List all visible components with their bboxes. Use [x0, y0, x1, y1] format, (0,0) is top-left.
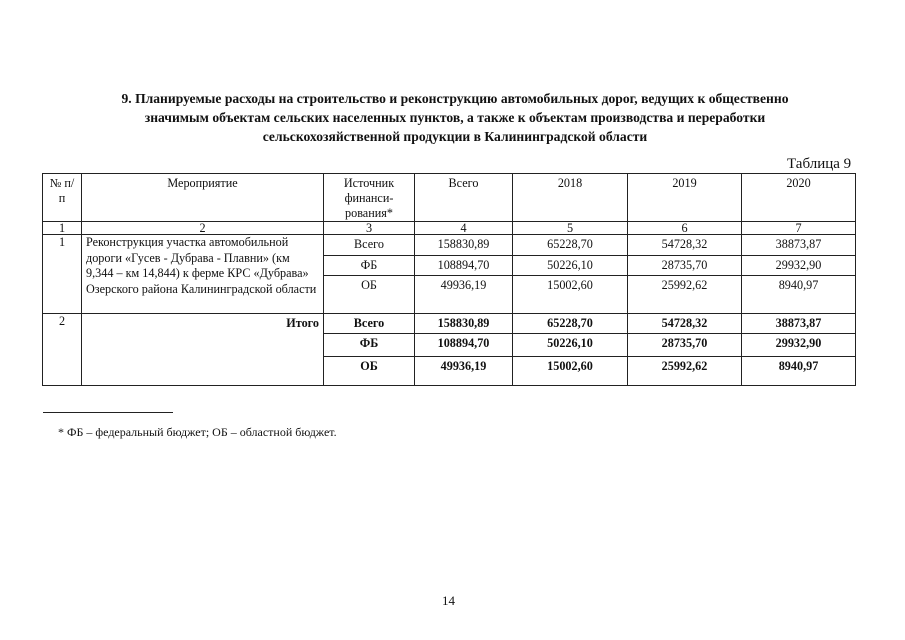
source-cell: Всего — [324, 314, 415, 334]
source-cell: Всего — [324, 235, 415, 256]
value-2020-cell: 8940,97 — [742, 276, 856, 314]
value-2020-cell: 29932,90 — [742, 334, 856, 357]
header-num: № п/п — [43, 174, 82, 222]
value-2019-cell: 54728,32 — [628, 314, 742, 334]
value-2019-cell: 25992,62 — [628, 357, 742, 386]
value-2018-cell: 50226,10 — [513, 255, 628, 276]
total-cell: 158830,89 — [415, 314, 513, 334]
value-2019-cell: 54728,32 — [628, 235, 742, 256]
column-number: 1 — [43, 222, 82, 235]
header-2018: 2018 — [513, 174, 628, 222]
title-line-2: значимым объектам сельских населенных пунктов, а также к объектам производства и переработки — [144, 110, 766, 125]
header-2020: 2020 — [742, 174, 856, 222]
value-2018-cell: 65228,70 — [513, 314, 628, 334]
title-line-3: сельскохозяйственной продукции в Калининградской области — [262, 129, 648, 144]
expenses-table — [42, 173, 856, 386]
source-cell: ФБ — [324, 334, 415, 357]
column-number: 2 — [82, 222, 324, 235]
total-cell: 49936,19 — [415, 357, 513, 386]
source-cell: ОБ — [324, 357, 415, 386]
total-cell: 108894,70 — [415, 334, 513, 357]
page-number: 14 — [442, 593, 455, 608]
footnote: * ФБ – федеральный бюджет; ОБ – областной бюджет. — [58, 425, 337, 439]
total-label: Итого — [82, 314, 324, 386]
total-cell: 158830,89 — [415, 235, 513, 256]
value-2020-cell: 38873,87 — [742, 235, 856, 256]
column-number: 3 — [324, 222, 415, 235]
value-2018-cell: 15002,60 — [513, 276, 628, 314]
value-2020-cell: 8940,97 — [742, 357, 856, 386]
header-total: Всего — [415, 174, 513, 222]
table-row — [43, 235, 856, 256]
column-number: 7 — [742, 222, 856, 235]
title-line-1: 9. Планируемые расходы на строительство и реконструкцию автомобильных дорог, ведущих к общественно — [121, 91, 789, 106]
header-2019: 2019 — [628, 174, 742, 222]
table-caption: Таблица 9 — [787, 156, 852, 172]
source-cell: ОБ — [324, 276, 415, 314]
value-2019-cell: 28735,70 — [628, 334, 742, 357]
value-2020-cell: 29932,90 — [742, 255, 856, 276]
column-number: 4 — [415, 222, 513, 235]
column-number: 6 — [628, 222, 742, 235]
page-title — [60, 89, 850, 146]
value-2018-cell: 15002,60 — [513, 357, 628, 386]
column-number: 5 — [513, 222, 628, 235]
table-row — [43, 314, 856, 334]
header-source: Источник финанси-рования* — [324, 174, 415, 222]
value-2018-cell: 65228,70 — [513, 235, 628, 256]
column-number-row — [43, 222, 856, 235]
value-2018-cell: 50226,10 — [513, 334, 628, 357]
source-cell: ФБ — [324, 255, 415, 276]
footnote-divider — [43, 412, 173, 413]
total-cell: 108894,70 — [415, 255, 513, 276]
row-number: 1 — [43, 235, 82, 314]
total-cell: 49936,19 — [415, 276, 513, 314]
header-event: Мероприятие — [82, 174, 324, 222]
header-row — [43, 174, 856, 222]
row-number: 2 — [43, 314, 82, 386]
event-description: Реконструкция участка автомобильной дороги «Гусев - Дубрава - Плавни» (км 9,344 – км 14,844) к ферме КРС «Дубрава» Озерского района Калининградской области — [82, 235, 324, 314]
value-2019-cell: 25992,62 — [628, 276, 742, 314]
value-2020-cell: 38873,87 — [742, 314, 856, 334]
value-2019-cell: 28735,70 — [628, 255, 742, 276]
